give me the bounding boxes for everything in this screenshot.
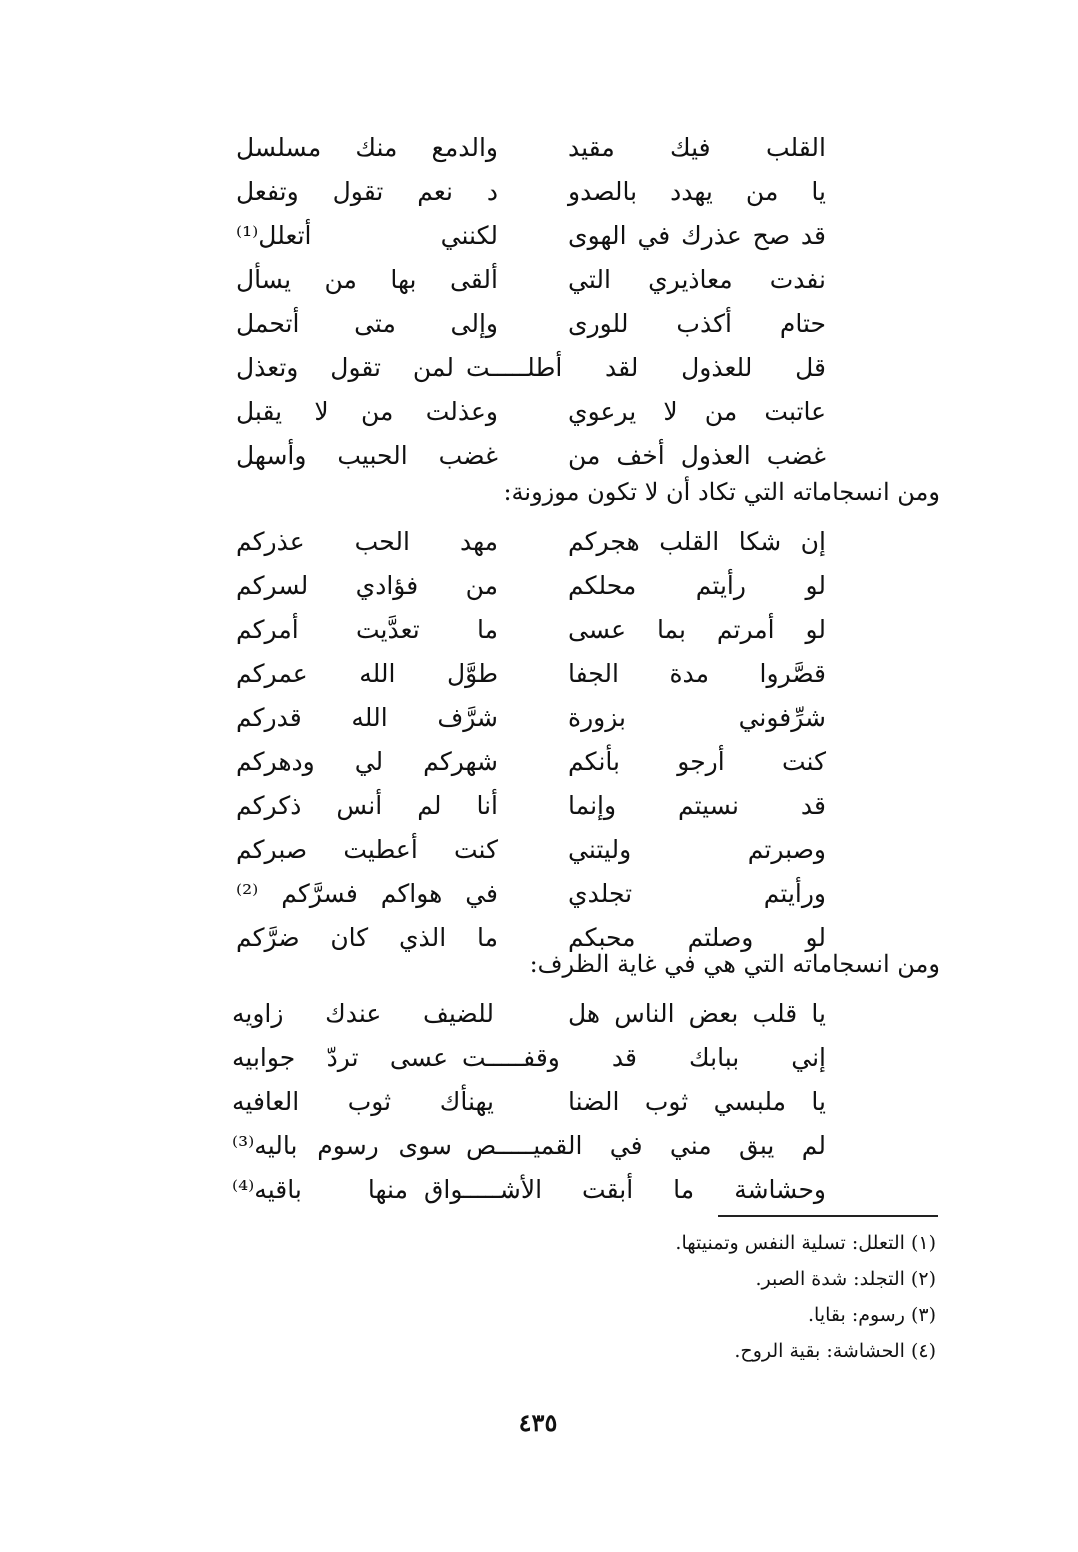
verse [236, 260, 826, 304]
verse-second-hemistich: د نعم تقول وتفعل [236, 177, 498, 206]
verse-first-hemistich: وحشاشة ما أبقت الأشـــــواق [424, 1175, 826, 1204]
verse-first-hemistich: قل للعذول لقد أطلـــــت [466, 353, 826, 382]
verse-first-hemistich: يا ملبسي ثوب الضنا [568, 1087, 826, 1116]
verse-second-hemistich: غضب الحبيب وأسهل [236, 441, 498, 470]
footnote-separator [718, 1215, 938, 1217]
verse-second-hemistich: من فؤادي لسركم [236, 571, 498, 600]
verse-second-hemistich: لمن تقول وتعذل [236, 353, 454, 382]
verse-first-hemistich: وصبرتم وليتني [568, 835, 826, 864]
verse-second-hemistich: وعذلت من لا يقبل [236, 397, 498, 426]
poem-3 [232, 994, 826, 1214]
verse [236, 786, 826, 830]
section-intro: ومن انسجاماته التي تكاد أن لا تكون موزونة: [503, 478, 940, 506]
verse-second-hemistich: لكنني أتعلل⁽¹⁾ [236, 221, 498, 250]
verse-first-hemistich: قد نسيتم وإنما [568, 791, 826, 820]
verse-first-hemistich: إني ببابك قد وقفـــــت [462, 1043, 826, 1072]
verse [232, 1126, 826, 1170]
verse-first-hemistich: غضب العذول أخف من [568, 441, 826, 470]
verse [236, 392, 826, 436]
verse-first-hemistich: لم يبق مني في القميـــــص [466, 1131, 826, 1160]
verse-first-hemistich: لو وصلتم محبكم [568, 923, 826, 952]
verse-second-hemistich: شرَّف الله قدركم [236, 703, 498, 732]
verse-second-hemistich: عسى تردّ جوابيه [232, 1043, 448, 1072]
footnote: (٤) الحشاشة: بقية الروح. [734, 1340, 936, 1362]
verse-first-hemistich: يا من يهدد بالصدو [568, 177, 826, 206]
verse-first-hemistich: يا قلب بعض الناس هل [568, 999, 826, 1028]
verse-first-hemistich: عاتبت من لا يرعوي [568, 397, 826, 426]
verse-second-hemistich: سوى رسوم باليه⁽³⁾ [232, 1131, 452, 1160]
verse-second-hemistich: وإلى متى أتحمل [236, 309, 498, 338]
verse-first-hemistich: لو أمرتم بما عسى [568, 615, 826, 644]
footnote: (١) التعلل: تسلية النفس وتمنيتها. [675, 1232, 936, 1254]
verse [236, 830, 826, 874]
section-intro: ومن انسجاماته التي هي في غاية الظرف: [529, 950, 940, 978]
verse-second-hemistich: ألقى بها من يسأل [236, 265, 498, 294]
verse-second-hemistich: في هواكم فسرَّكم ⁽²⁾ [236, 879, 498, 908]
verse [236, 304, 826, 348]
verse-first-hemistich: شرِّفوني بزورة [568, 703, 826, 732]
verse-first-hemistich: حتام أكذب للورى [568, 309, 826, 338]
verse [232, 994, 826, 1038]
verse [236, 128, 826, 172]
verse [236, 874, 826, 918]
verse-second-hemistich: طوَّل الله عمركم [236, 659, 498, 688]
verse-second-hemistich: كنت أعطيت صبركم [236, 835, 498, 864]
verse [232, 1170, 826, 1214]
verse [236, 742, 826, 786]
verse [236, 522, 826, 566]
verse-second-hemistich: يهنأك ثوب العافيه [232, 1087, 494, 1116]
poem-1 [236, 128, 826, 480]
verse-second-hemistich: مهد الحب عذركم [236, 527, 498, 556]
verse-first-hemistich: ورأيتم تجلدي [568, 879, 826, 908]
verse [236, 610, 826, 654]
verse-second-hemistich: منها باقيه⁽⁴⁾ [232, 1175, 408, 1204]
verse-second-hemistich: للضيف عندك زاويه [232, 999, 494, 1028]
verse-first-hemistich: لو رأيتم محلكم [568, 571, 826, 600]
verse-second-hemistich: شهركم لي ودهركم [236, 747, 498, 776]
verse [236, 172, 826, 216]
verse-first-hemistich: إن شكا القلب هجركم [568, 527, 826, 556]
verse [236, 566, 826, 610]
verse-first-hemistich: نفدت معاذيري التي [568, 265, 826, 294]
verse-first-hemistich: قد صح عذرك في الهوى [568, 221, 826, 250]
verse [232, 1038, 826, 1082]
verse-first-hemistich: القلب فيك مقيد [568, 133, 826, 162]
footnote: (٣) رسوم: بقايا. [807, 1304, 936, 1326]
verse-second-hemistich: ما تعدَّيت أمركم [236, 615, 498, 644]
verse-second-hemistich: ما الذي كان ضرَّكم [236, 923, 498, 952]
verse [236, 216, 826, 260]
verse [236, 654, 826, 698]
verse-second-hemistich: أنا لم أنس ذكركم [236, 791, 498, 820]
verse [232, 1082, 826, 1126]
poem-2 [236, 522, 826, 962]
verse-first-hemistich: كنت أرجو بأنكم [568, 747, 826, 776]
verse-first-hemistich: قصَّروا مدة الجفا [568, 659, 826, 688]
verse [236, 348, 826, 392]
footnote: (٢) التجلد: شدة الصبر. [755, 1268, 936, 1290]
page-number: ٤٣٥ [518, 1408, 558, 1437]
verse-second-hemistich: والدمع منك مسلسل [236, 133, 498, 162]
verse [236, 698, 826, 742]
